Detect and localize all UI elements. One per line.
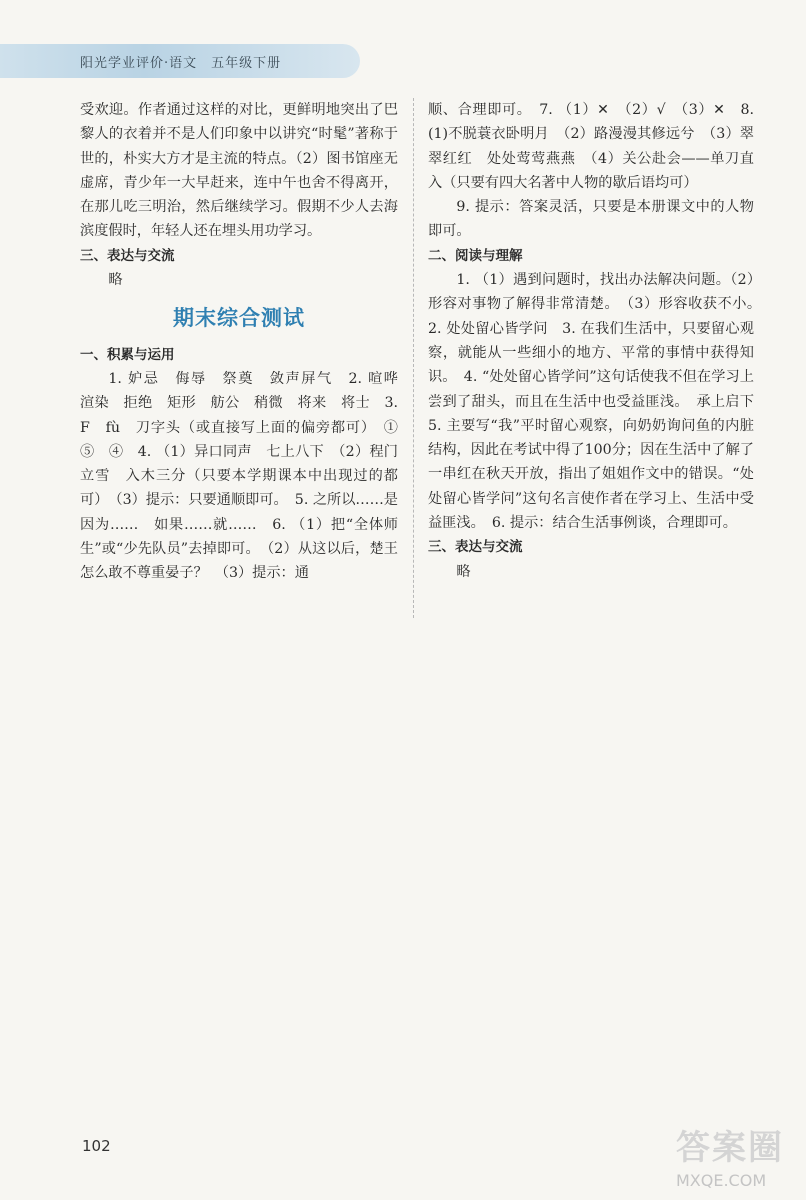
watermark-logo: 答案圈 (676, 1128, 784, 1168)
section-answer-omitted: 略 (108, 272, 123, 289)
section-title: 期末综合测试 (173, 306, 305, 331)
watermark-site: MXQE.COM (676, 1171, 767, 1190)
right-continuation-text: 顺、合理即可。 7. （1）✕ （2）√ （3）✕ 8. (1)不脱蓑衣卧明月 （2）路漫漫其修远兮 （3）翠翠红红 处处莺莺燕燕 （4）关公赴会——单刀直入（只要有四大名著中人物的歇后语均可） (428, 102, 754, 191)
section-heading-expression: 三、表达与交流 (80, 247, 175, 264)
left-column (80, 98, 413, 586)
page-number: 102 (82, 1137, 111, 1155)
header-grade: 五年级下册 (211, 56, 282, 71)
section-heading-expression-right: 三、表达与交流 (428, 539, 523, 556)
section-heading-accumulation: 一、积累与运用 (80, 346, 175, 363)
left-continuation-text: 受欢迎。作者通过这样的对比，更鲜明地突出了巴黎人的衣着并不是人们印象中以讲究“时髦”著称于世的，朴实大方才是主流的特点。（2）图书馆座无虚席，青少年一大早赶来，连中午也舍不得离开，在那儿吃三明治，然后继续学习。假期不少人去海滨度假时，年轻人还在埋头用功学习。 (80, 102, 398, 240)
watermark (676, 1120, 796, 1192)
section-answer-omitted-right: 略 (456, 563, 471, 580)
section-heading-reading: 二、阅读与理解 (428, 247, 523, 264)
section-accumulation-answers: 1. 妒忌 侮辱 祭奠 敛声屏气 2. 喧哗 渲染 拒绝 矩形 舫公 稍微 将来 将士 3. F fù 刀字头（或直接写上面的偏旁都可） ① ⑤ ④ 4. （1）异口同声 七上八下 （2）程门立雪 入木三分（只要本学期课本中出现过的都可） （3）提示：只要通顺即可。 5. 之所以……是因为…… 如果……就…… 6. （1）把“全体师生”或“少先队员”去掉即可。 （2）从这以后，楚王怎么敢不尊重晏子？ （3）提示：通 (80, 370, 413, 582)
column-divider (413, 98, 414, 618)
header-series: 阳光学业评价·语文 (80, 56, 198, 71)
section-reading-answers: 1. （1）遇到问题时，找出办法解决问题。（2）形容对事物了解得非常清楚。 （3）形容收获不小。 2. 处处留心皆学问 3. 在我们生活中，只要留心观察，就能从一些细小的地方、平常的事情中获得知识。 4. “处处留心皆学问”这句话使我不但在学习上尝到了甜头，而且在生活中也受益匪浅。 承上启下 5. 主要写“我”平时留心观察，向奶奶询问鱼的内脏结构，因此在考试中得了100分；因在生活中了解了一串红在秋天开放，指出了姐姐作文中的错误。“处处留心皆学问”这句名言使作者在学习上、生活中受益匪浅。 6. 提示：结合生活事例谈，合理即可。 (428, 272, 769, 532)
answer-item-9: 9. 提示：答案灵活，只要是本册课文中的人物即可。 (428, 199, 754, 240)
right-column (428, 98, 769, 584)
running-header (80, 52, 281, 71)
